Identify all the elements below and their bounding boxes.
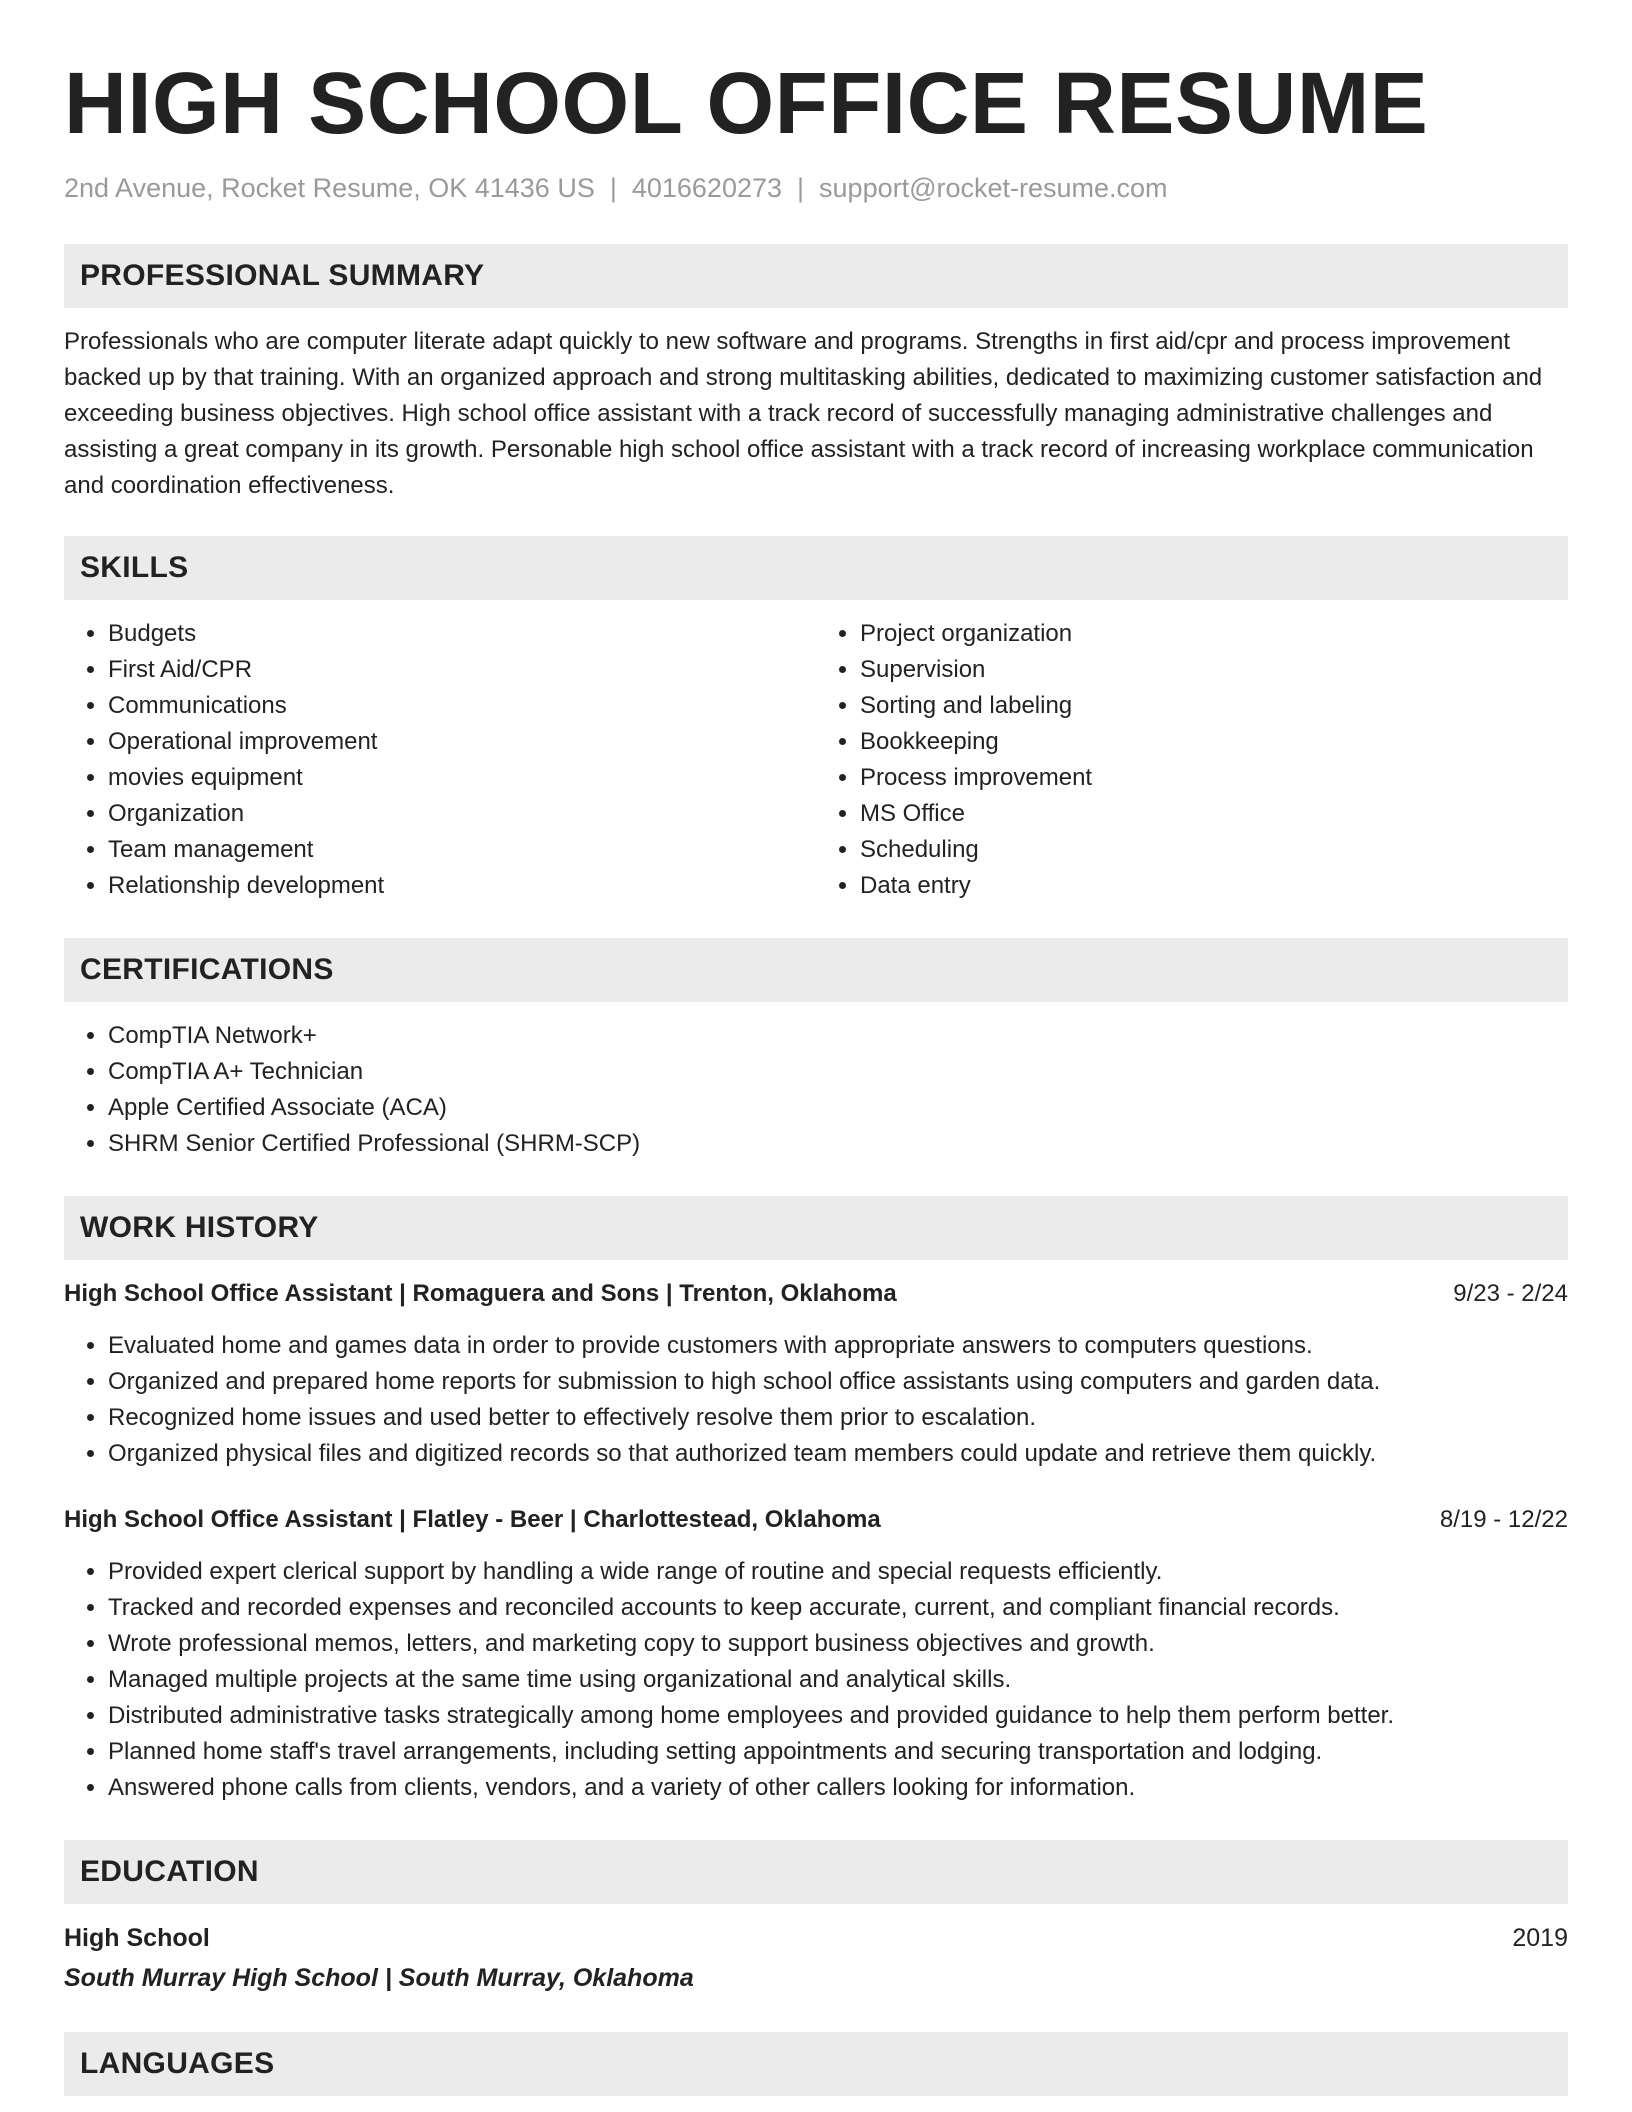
job-duty-item: • Managed multiple projects at the same time using organizational and analytical skills. [108,1662,1568,1698]
job-duties-list [64,1328,1568,1472]
skill-item: • movies equipment [108,760,816,796]
skill-item: • Data entry [860,868,1568,904]
skill-item: • Operational improvement [108,724,816,760]
skill-item: • Sorting and labeling [860,688,1568,724]
skill-item: • Scheduling [860,832,1568,868]
contact-line [64,170,1568,206]
certifications-list [64,1018,1568,1162]
section-heading-education: EDUCATION [64,1840,1568,1904]
skill-item: • Budgets [108,616,816,652]
contact-email: support@rocket-resume.com [819,173,1168,203]
certification-item: • SHRM Senior Certified Professional (SHRM-SCP) [108,1126,1568,1162]
section-heading-skills: SKILLS [64,536,1568,600]
job-duty-item: • Wrote professional memos, letters, and marketing copy to support business objectives and growth. [108,1626,1568,1662]
skill-item: • Supervision [860,652,1568,688]
skill-item: • Bookkeeping [860,724,1568,760]
section-heading-summary: PROFESSIONAL SUMMARY [64,244,1568,308]
section-heading-languages: LANGUAGES [64,2032,1568,2096]
job-duty-item: • Planned home staff's travel arrangements, including setting appointments and securing transportation and lodging. [108,1734,1568,1770]
job-duty-item: • Distributed administrative tasks strategically among home employees and provided guidance to help them perform better. [108,1698,1568,1734]
section-heading-work-history: WORK HISTORY [64,1196,1568,1260]
job-duty-item: • Recognized home issues and used better to effectively resolve them prior to escalation. [108,1400,1568,1436]
job-duty-item: • Tracked and recorded expenses and reconciled accounts to keep accurate, current, and compliant financial records. [108,1590,1568,1626]
skill-item: • Communications [108,688,816,724]
skill-item: • MS Office [860,796,1568,832]
skill-item: • Process improvement [860,760,1568,796]
contact-separator: | [797,173,805,203]
skills-column-right [816,616,1568,904]
job-duty-item: • Organized physical files and digitized records so that authorized team members could update and retrieve them quickly. [108,1436,1568,1472]
skill-item: • Project organization [860,616,1568,652]
job-dates: 8/19 - 12/22 [1439,1506,1568,1533]
job-title: High School Office Assistant | Romaguera and Sons | Trenton, Oklahoma [64,1280,897,1307]
job-duty-item: • Organized and prepared home reports for submission to high school office assistants using computers and garden data. [108,1364,1568,1400]
skill-item: • Team management [108,832,816,868]
section-heading-certifications: CERTIFICATIONS [64,938,1568,1002]
job-duties-list [64,1554,1568,1806]
certification-item: • CompTIA Network+ [108,1018,1568,1054]
education-header [64,1920,1568,1956]
certification-item: • CompTIA A+ Technician [108,1054,1568,1090]
job-dates: 9/23 - 2/24 [1453,1280,1568,1307]
job-duty-item: • Evaluated home and games data in order to provide customers with appropriate answers to computers questions. [108,1328,1568,1364]
skills-list [64,616,1568,904]
contact-address: 2nd Avenue, Rocket Resume, OK 41436 US [64,173,595,203]
skill-item: • Organization [108,796,816,832]
contact-separator: | [609,173,617,203]
job-header [64,1276,1568,1312]
education-degree: High School [64,1924,210,1952]
skill-item: • First Aid/CPR [108,652,816,688]
summary-text: Professionals who are computer literate adapt quickly to new software and programs. Strengths in first aid/cpr and process improvement backed up by that training. With an organized approach and strong multitasking abilities, dedicated to maximizing customer satisfaction and exceeding business objectives. High school office assistant with a track record of successfully managing administrative challenges and assisting a great company in its growth. Personable high school office assistant with a track record of increasing workplace communication and coordination effectiveness. [64,328,1543,499]
job-title: High School Office Assistant | Flatley - Beer | Charlottestead, Oklahoma [64,1506,881,1533]
job-duty-item: • Provided expert clerical support by handling a wide range of routine and special requests efficiently. [108,1554,1568,1590]
contact-phone: 4016620273 [631,173,783,203]
skill-item: • Relationship development [108,868,816,904]
skills-column-left [64,616,816,904]
resume-title: HIGH SCHOOL OFFICE RESUME [64,55,1429,152]
job-header [64,1502,1568,1538]
certification-item: • Apple Certified Associate (ACA) [108,1090,1568,1126]
education-school: South Murray High School | South Murray, Oklahoma [64,1964,694,1992]
education-year: 2019 [1512,1924,1568,1952]
job-duty-item: • Answered phone calls from clients, vendors, and a variety of other callers looking for information. [108,1770,1568,1806]
